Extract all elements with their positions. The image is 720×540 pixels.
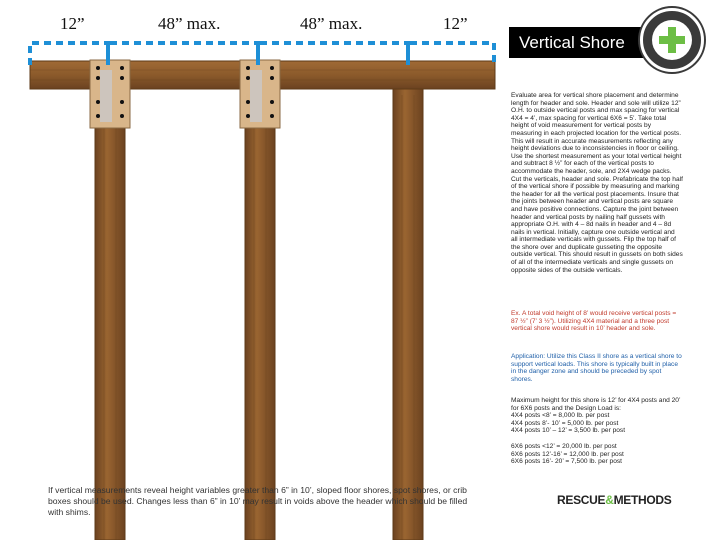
logo: [640, 8, 704, 72]
max-height-section: [511, 397, 683, 466]
vertical-post-right: [393, 88, 423, 540]
dimension-label-left-overhang: 12”: [60, 14, 85, 33]
dimension-label-right-overhang: 12”: [443, 14, 468, 33]
green-cross-icon: [659, 27, 685, 53]
gusset-plate-middle: [240, 60, 280, 128]
max-height-intro: Maximum height for this shore is 12’ for 4X4 posts and 20’ for 6X6 posts and the Design Load is:: [511, 397, 681, 412]
load-line-6x6-1: 6X6 posts <12’ = 20,000 lb. per post: [511, 442, 617, 450]
gusset-plate-left: [90, 60, 130, 128]
brand-ampersand: &: [605, 493, 614, 507]
page-title: Vertical Shore: [509, 27, 674, 58]
dimension-label-span-2: 48” max.: [300, 14, 363, 33]
brand-logo: [557, 493, 672, 507]
instructions-text: Evaluate area for vertical shore placement and determine length for header and sole. Header and sole will utilize 12” O.H. to outside vertical posts and max spacing for vertical 4X4 = 4’, max spacing for vertical 6X6 = 5’. Take total height of void measurement for vertical posts by measuring in each projected location for the vertical posts. This will result in accurate measurements reflecting any height deviations due to inconsistencies in floor or ceiling. Use the shortest measurement as your total vertical height and subtract 8 ½” for each of the vertical posts to accommodate the header, sole, and 2X4 wedge packs. Cut the verticals, header and sole. Prefabricate the top half of the vertical shore if possible by measuring and marking the header for all the vertical post placements. Insure that the joints between header and vertical posts are square and have positive connections. Capture the joint between header and vertical posts by nailing half gussets with appropriate O.H. with 4 – 8d nails in header and 4 – 8d nails in vertical. Initially, capture one outside vertical and all intermediate verticals with gussets. Flip the top half of the shore over and duplicate gusseting the opposite outside vertical. This should result in gussets on both sides of all of the intermediate verticals and single gussets on opposite sides of the outside verticals.: [511, 92, 683, 274]
load-line-6x6-3: 6X6 posts 16’- 20’ = 7,500 lb. per post: [511, 458, 623, 466]
brand-part-1: RESCUE: [557, 493, 606, 507]
dimension-label-span-1: 48” max.: [158, 14, 221, 33]
vertical-post-left: [95, 88, 125, 540]
application-text: Application: Utilize this Class II shore as a vertical shore to support vertical loads. This shore is typically built in place in the danger zone and should be preceded by spot shores.: [511, 353, 682, 383]
load-line-6x6-2: 6X6 posts 12’-16’ = 12,000 lb. per post: [511, 450, 624, 458]
load-line-4x4-2: 4X4 posts 8’- 10’ = 5,000 lb. per post: [511, 419, 619, 427]
load-line-4x4-3: 4X4 posts 10’ – 12’ = 3,500 lb. per post: [511, 427, 626, 435]
vertical-post-middle: [245, 88, 275, 540]
brand-part-2: METHODS: [613, 493, 672, 507]
load-line-4x4-1: 4X4 posts <8’ = 8,000 lb. per post: [511, 412, 610, 420]
bottom-note: If vertical measurements reveal height variables greater than 6” in 10’, sloped floor shores, spot shores, or crib boxes should be used. Changes less than 6” in 10’ may result in voids above the header which should be filled with shims.: [48, 485, 468, 517]
example-text: Ex. A total void height of 8’ would receive vertical posts = 87 ½” (7’ 3 ½”). Utilizing 4X4 material and a three post vertical shore would result in 10’ header and sole.: [511, 310, 677, 333]
